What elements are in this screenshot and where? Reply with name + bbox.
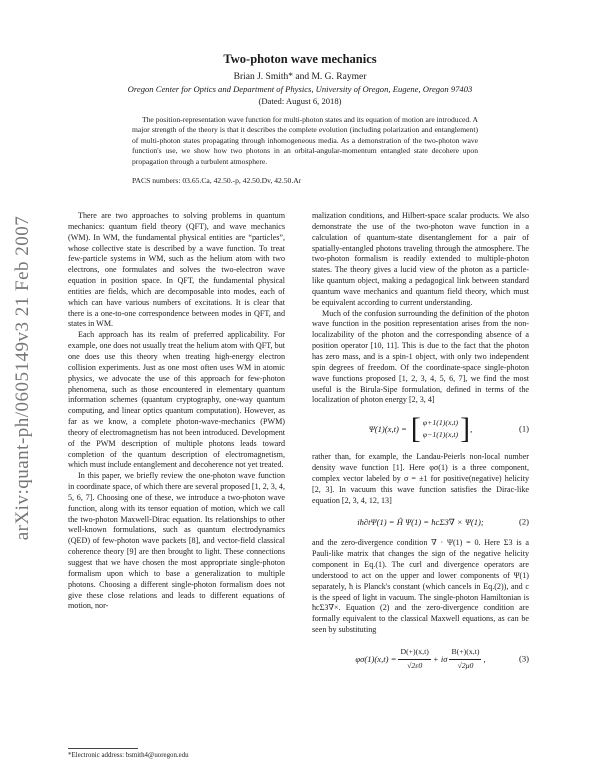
paragraph: and the zero-divergence condition ∇ · Ψ(1) = 0. Here Σ3 is a Pauli-like matrix that changes the sign of the negative helicity component in Eq.(1). The curl and divergence operators are understood to act on the upper and lower components of Ψ(1) separately, ħ is Planck's constant (which cancels in Eq.(2)), and c is the speed of light in vacuum. The single-photon Hamiltonian is ħcΣ3∇×. Equation (2) and the zero-divergence condition are formally equivalent to the classical Maxwell equations, as can be seen by substituting [312,538,529,635]
eq1-bottom: φ−1(1)(x,t) [422,430,459,440]
eq3-plus: + iσ [432,653,448,664]
pacs-numbers: PACS numbers: 03.65.Ca, 42.50.-p, 42.50.Dv, 42.50.Ar [132,176,302,185]
affiliation: Oregon Center for Optics and Department of Physics, University of Oregon, Eugene, Oregon 97403 [127,84,473,94]
arxiv-margin-stamp [6,168,40,588]
paragraph: Much of the confusion surrounding the definition of the photon wave function in the position representation arises from the non-localizability of the photon and the corresponding absence of a position operator [10, 11]. This is due to the fact that the photon has zero mass, and is a spin-1 object, with only two independent spin degrees of freedom. Of the coordinate-space single-photon wave functions proposed [1, 2, 3, 4, 5, 6, 7], we find the most useful is the Birula-Sipe formulation, defined in terms of the localization of photon energy [2, 3, 4] [312,308,529,405]
paragraph: In this paper, we briefly review the one-photon wave function in coordinate space, of which there are several proposed [1, 2, 3, 4, 5, 6, 7]. Choosing one of these, we introduce a two-photon wave function, along with its tensor equation of motion, which we call the two-photon Maxwell-Dirac equation. Its relationships to other well-known formulations, such as quantum electrodynamics (QED) of few-photon wave packets [8], and vector-field classical coherence theory [9] are then brought to light. These connections suggest that we have chosen the most appropriate single-photon formalism upon which to base a generalization to multiple photons. Choosing a different single-photon formalism does not give these close relations and leads to different equations of motion, nor- [68,471,285,611]
eq3-lhs: φσ(1)(x,t) = [355,653,397,664]
right-column [312,211,529,682]
eq1-top: φ+1(1)(x,t) [422,418,459,428]
eq1-vector: [ φ+1(1)(x,t) φ−1(1)(x,t) ] , [410,412,473,446]
eq3-fraction-d: $\frac{D(+)(x,t)}{√2\varepsilon 0}$ [400,646,429,670]
arxiv-stamp-text: arXiv:quant-ph/0605149v3 21 Feb 2007 [12,215,33,541]
left-column [68,211,285,612]
footnote: *Electronic address: bsmith4@uoregon.edu [68,752,189,759]
equation-1 [312,409,529,449]
equation-3: φσ(1)(x,t) = $\frac{D(+)(x,t)}{√2\varepsilon 0}$ + iσ $\frac{B(+)(x,t)}{√2\mu 0}$ , (3) [355,646,529,670]
paragraph: There are two approaches to solving problems in quantum mechanics: quantum field theory (QFT), and wave mechanics (WM). In WM, the fundamental physical entities are “particles”, whose collective state is described by a wave function. To treat few-particle systems in WM, such as the helium atom with two electrons, one formulates and solves the two-electron wave equation in position space. In QFT, the fundamental physical entities are fields, which are decomposable into modes, each of which can have various numbers of excitations. It is clear that there is a one-to-one correspondence between modes in QFT, and states in WM. [68,211,285,329]
eq1-lhs: Ψ(1)(x,t) = [368,423,407,434]
equation-number: (2) [518,516,529,527]
equation-number: (1) [518,423,529,434]
paragraph: rather than, for example, the Landau-Peierls non-local number density wave function [1]. Here φσ(1) is a three component, complex vector labeled by σ = ±1 for positive(negative) helicity [2, 3]. In vacuum this wave function satisfies the Dirac-like equation [2, 3, 4, 12, 13] [312,452,529,505]
authors: Brian J. Smith* and M. G. Raymer [233,72,367,82]
footnote-rule [68,748,138,749]
eq2-body: iħ∂tΨ(1) = Ĥ Ψ(1) = ħcΣ3∇ × Ψ(1); [357,516,484,527]
eq3-fraction-b: $\frac{B(+)(x,t)}{√2\mu 0}$ [451,646,480,670]
equation-2 [312,509,529,535]
paragraph: Each approach has its realm of preferred applicability. For example, one does not usually treat the helium atom with QFT, but one does use this theory when treating high-energy electron collision experiments. Just as one most often uses WM in atomic physics, we advocate the use of this approach for few-photon phenomena, such as those encountered in elementary quantum information schemes (quantum cryptography, one-way quantum computing, and linear optics quantum computation). However, as far as we know, a complete photon-wave-mechanics (PWM) theory of electromagnetism has not been introduced. Development of the PWM description of multiple photons leads toward completion of the quantum description of electromagnetism, which must include entanglement and decoherence not yet treated. [68,330,285,470]
equation-number: (3) [518,653,529,664]
abstract: The position-representation wave function for multi-photon states and its equation of motion are introduced. A major strength of the theory is that it describes the complete evolution (including polarization and entanglement) of multi-photon states propagating through inhomogeneous media. As a demonstration of the two-photon wave function's use, we show how two photons in an orbital-angular-momentum entangled state decohere upon propagation through a turbulent atmosphere. [132,115,478,166]
paragraph: malization conditions, and Hilbert-space scalar products. We also demonstrate the use of the two-photon wave function in a calculation of quantum-state disentanglement for a pair of spatially-entangled photons traveling through the atmosphere. The two-photon formalism is readily extended to multiple-photon states. The theory gives a lucid view of the photon as a particle-like quantum object, making a pedagogical link between standard quantum wave mechanics and quantum field theory, which must be equivalent according to current understanding. [312,211,529,307]
paper-title: Two-photon wave mechanics [223,52,377,66]
date-line: (Dated: August 6, 2018) [258,96,342,106]
